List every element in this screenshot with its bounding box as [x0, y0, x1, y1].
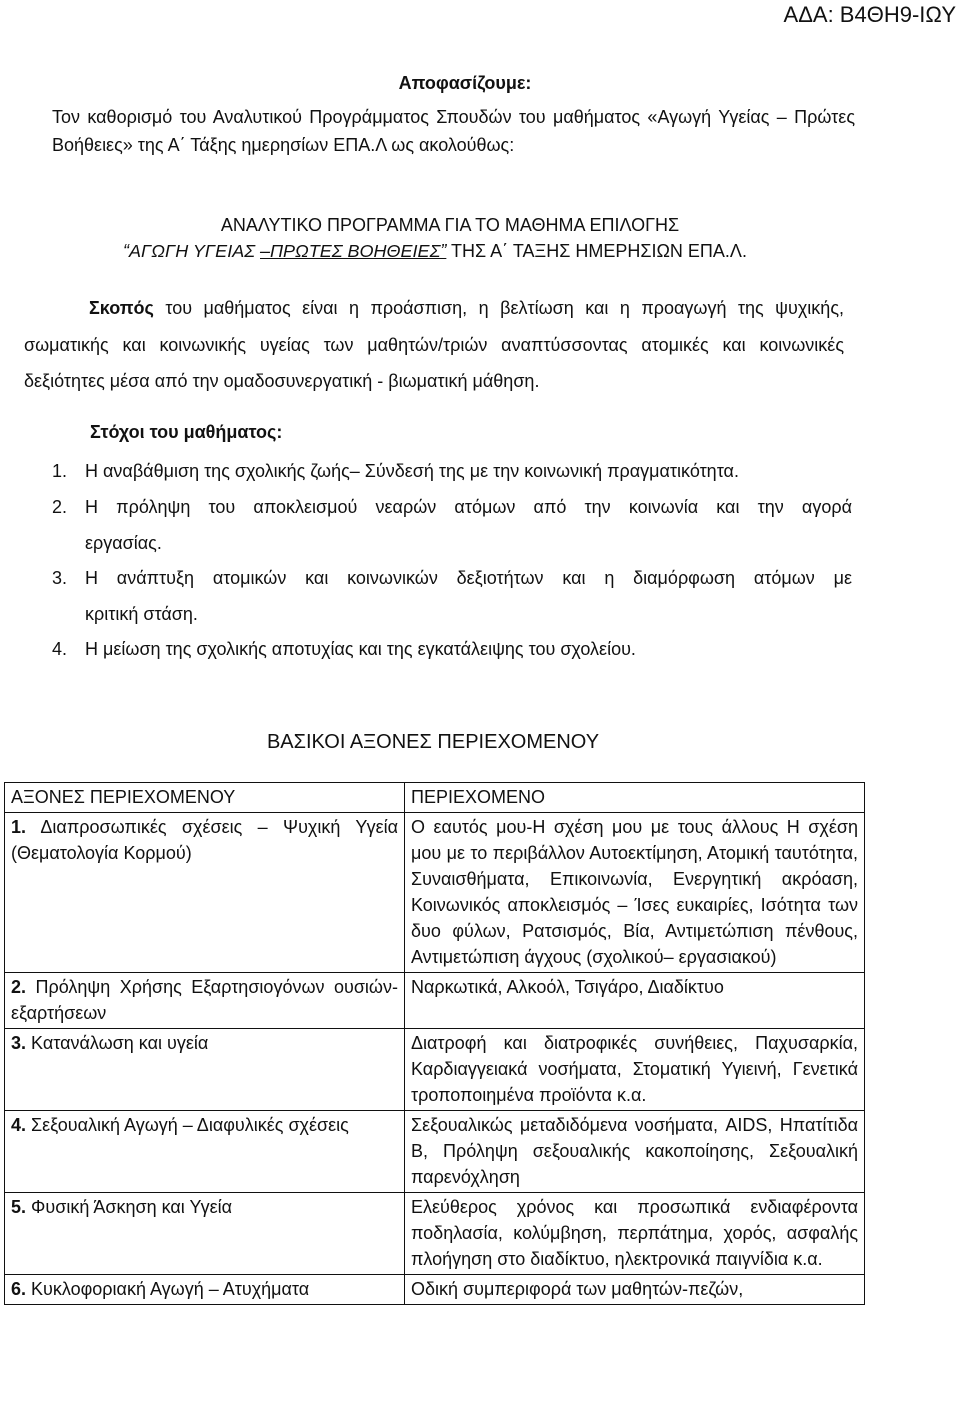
objective-item [52, 496, 852, 554]
table-row [5, 973, 865, 1029]
objective-text: Η πρόληψη του αποκλεισμού νεαρών ατόμων από την κοινωνία και την αγορά [85, 497, 852, 517]
table-row [5, 813, 865, 973]
objectives-heading: Στόχοι του μαθήματος: [90, 422, 283, 442]
objective-number: 1. [52, 461, 68, 481]
axis-number: 5. [11, 1197, 27, 1217]
content-cell: Σεξουαλικώς μεταδιδόμενα νοσήματα, AIDS, Ηπατίτιδα Β, Πρόληψη σεξουαλικής κακοποίησης, Σεξουαλική παρενόχληση [405, 1111, 865, 1193]
aim-label: Σκοπός [89, 298, 154, 318]
content-axes-table [4, 782, 865, 1305]
program-title-line2 [0, 240, 870, 262]
objective-item [52, 460, 852, 482]
axis-cell [5, 813, 405, 973]
objective-number: 3. [52, 568, 68, 588]
content-cell: Διατροφή και διατροφικές συνήθειες, Παχυσαρκία, Καρδιαγγειακά νοσήματα, Στοματική Υγιεινή, Γενετικά τροποποιημένα προϊόντα κ.α. [405, 1029, 865, 1111]
objective-item [52, 638, 852, 660]
axis-number: 3. [11, 1033, 27, 1053]
objective-text: Η μείωση της σχολικής αποτυχίας και της εγκατάλειψης του σχολείου. [85, 639, 636, 659]
table-row [5, 1029, 865, 1111]
axis-cell [5, 1029, 405, 1111]
axis-number: 6. [11, 1279, 27, 1299]
table-header-axes: ΑΞΟΝΕΣ ΠΕΡΙΕΧΟΜΕΝΟΥ [5, 783, 405, 813]
axis-cell [5, 1275, 405, 1305]
aim-text: του μαθήματος είναι η προάσπιση, η βελτίωση και η προαγωγή της ψυχικής, σωματικής και κοινωνικής υγείας των μαθητών/τριών αναπτύσσοντας ατομικές και κοινωνικές δεξιότητες μέσα από την ομαδοσυνεργατική - βιωματική μάθηση. [24, 298, 844, 391]
table-header-row [5, 783, 865, 813]
program-title-rest: ΤΗΣ Α΄ ΤΑΞΗΣ ΗΜΕΡΗΣΙΩΝ ΕΠΑ.Λ. [446, 241, 747, 261]
content-cell: Ο εαυτός μου-Η σχέση μου με τους άλλους Η σχέση μου με το περιβάλλον Αυτοεκτίμηση, Ατομική ταυτότητα, Συναισθήματα, Επικοινωνία, Ενεργητική ακρόαση, Κοινωνικός αποκλεισμός – Ίσες ευκαιρίες, Ισότητα των δυο φύλων, Ρατσισμός, Βία, Αντιμετώπιση πένθους, Αντιμετώπιση άγχους (σχολικού– εργασιακού) [405, 813, 865, 973]
ada-code: ΑΔΑ: Β4ΘΗ9-ΙΩΥ [783, 2, 956, 27]
objective-number: 4. [52, 639, 68, 659]
content-cell: Ελεύθερος χρόνος και προσωπικά ενδιαφέροντα ποδηλασία, κολύμβηση, περπάτημα, χορός, ασφαλής πλοήγηση στο διαδίκτυο, ηλεκτρονικά παιγνίδια κ.α. [405, 1193, 865, 1275]
axis-label: Κατανάλωση και υγεία [31, 1033, 209, 1053]
axis-number: 4. [11, 1115, 27, 1135]
program-title-line1: ΑΝΑΛΥΤΙΚΟ ΠΡΟΓΡΑΜΜΑ ΓΙΑ ΤΟ ΜΑΘΗΜΑ ΕΠΙΛΟΓΗΣ [220, 215, 680, 235]
program-title-underlined: –ΠΡΩΤΕΣ ΒΟΗΘΕΙΕΣ” [260, 241, 447, 261]
axis-label: Διαπροσωπικές σχέσεις – Ψυχική Υγεία (Θεματολογία Κορμού) [11, 817, 398, 863]
axis-number: 1. [11, 817, 27, 837]
decision-heading: Αποφασίζουμε: [398, 73, 532, 93]
content-cell: Ναρκωτικά, Αλκοόλ, Τσιγάρο, Διαδίκτυο [405, 973, 865, 1029]
objective-text: Η αναβάθμιση της σχολικής ζωής– Σύνδεσή της με την κοινωνική πραγματικότητα. [85, 461, 739, 481]
axis-cell [5, 1111, 405, 1193]
program-title-italic: “ΑΓΩΓΗ ΥΓΕΙΑΣ [123, 241, 260, 261]
decision-text: Τον καθορισμό του Αναλυτικού Προγράμματος Σπουδών του μαθήματος «Αγωγή Υγείας – Πρώτες Βοήθειες» της Α΄ Τάξης ημερησίων ΕΠΑ.Λ ως ακολούθως: [52, 107, 855, 155]
table-header-content: ΠΕΡΙΕΧΟΜΕΝΟ [405, 783, 865, 813]
objective-number: 2. [52, 497, 68, 517]
axis-label: Κυκλοφοριακή Αγωγή – Ατυχήματα [31, 1279, 310, 1299]
aim-paragraph [24, 290, 844, 400]
axis-cell [5, 1193, 405, 1275]
axis-cell [5, 973, 405, 1029]
table-row [5, 1275, 865, 1305]
table-row [5, 1193, 865, 1275]
objective-text-continued: εργασίας. [85, 533, 162, 553]
axis-label: Πρόληψη Χρήσης Εξαρτησιογόνων ουσιών-εξαρτήσεων [11, 977, 398, 1023]
axes-title: ΒΑΣΙΚΟΙ ΑΞΟΝΕΣ ΠΕΡΙΕΧΟΜΕΝΟΥ [266, 731, 600, 753]
table-row [5, 1111, 865, 1193]
objective-text-continued: κριτική στάση. [85, 604, 198, 624]
objective-text: Η ανάπτυξη ατομικών και κοινωνικών δεξιοτήτων και η διαμόρφωση ατόμων με [85, 568, 852, 588]
objective-item [52, 567, 852, 625]
content-cell: Οδική συμπεριφορά των μαθητών-πεζών, [405, 1275, 865, 1305]
axis-label: Σεξουαλική Αγωγή – Διαφυλικές σχέσεις [31, 1115, 349, 1135]
axis-number: 2. [11, 977, 27, 997]
axis-label: Φυσική Άσκηση και Υγεία [31, 1197, 233, 1217]
